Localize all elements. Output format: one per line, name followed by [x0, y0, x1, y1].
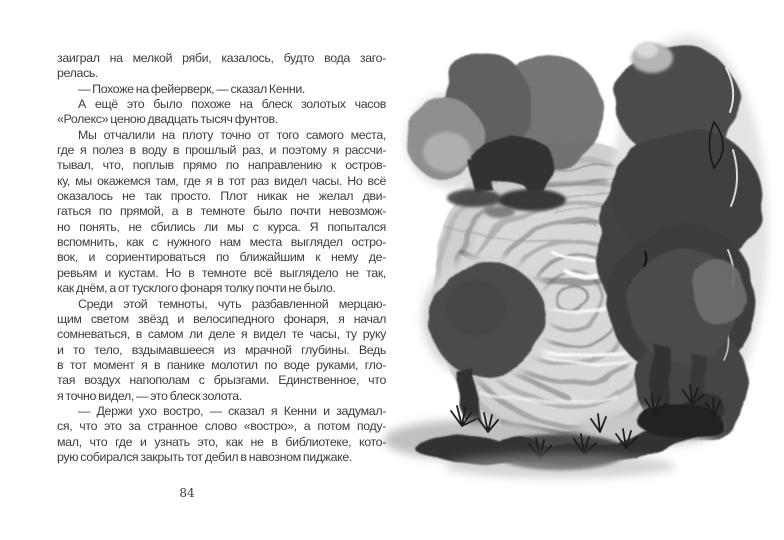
text-line: ку, мы окажемся там, где я в тот раз видел часы. Но всё: [57, 173, 386, 188]
text-line: вок, и сориентироваться по ближайшим к нему де-: [57, 250, 386, 265]
text-line: — Держи ухо востро, — сказал я Кенни и задумал-: [78, 403, 386, 418]
text-line: оказалось не так просто. Плот никак не желал дви-: [57, 189, 386, 204]
text-line: щим светом звёзд и велосипедного фонаря, я начал: [57, 311, 386, 326]
text-line: в тот момент я в панике молотил по воде руками, гло-: [57, 357, 386, 372]
text-block: [57, 51, 386, 465]
text-line: и то тело, вздымавшееся из мрачной глубины. Ведь: [57, 342, 386, 357]
text-line: ревьям и кустам. Но в темноте всё выглядело не так,: [57, 265, 386, 280]
text-line: «Ролекс» ценою двадцать тысяч фунтов.: [57, 112, 278, 127]
text-line: ся, что это за странное слово «востро», а потом поду-: [57, 419, 386, 434]
text-line: но понять, не сбились ли мы с курса. Я попытался: [57, 219, 386, 234]
text-line: мал, что где и узнать это, как не в библиотеке, кото-: [57, 434, 386, 449]
text-line: — Похоже на фейерверк, — сказал Кенни.: [78, 81, 305, 96]
text-line: я точно видел, — это блеск золота.: [57, 388, 242, 403]
text-line: Среди этой темноты, чуть разбавленной мерцаю-: [78, 296, 386, 311]
text-line: тая воздух напополам с брызгами. Единственное, что: [57, 373, 386, 388]
text-line: тывал, что, поплыв прямо по направлению к остров-: [57, 158, 386, 173]
text-line: рую собирался закрыть тот дебил в навозном пиджаке.: [57, 449, 353, 464]
text-line: релась.: [57, 66, 99, 81]
text-line: заиграл на мелкой ряби, казалось, будто вода заго-: [57, 51, 386, 65]
text-line: гаться по прямой, а в темноте было почти невозмож-: [57, 204, 386, 219]
text-line: как днём, а от тусклого фонаря толку почти не было.: [57, 281, 336, 296]
text-line: сомневаться, в самом ли деле я видел те часы, ту руку: [57, 327, 386, 342]
page-number: 84: [179, 486, 195, 500]
text-line: Мы отчалили на плоту точно от того самого места,: [78, 127, 386, 142]
text-line: где я полез в воду в прошлый раз, и поэтому я рассчи-: [57, 143, 386, 158]
text-line: А ещё это было похоже на блеск золотых часов: [78, 97, 386, 112]
text-line: вспомнить, как с нужного нам места выглядел остро-: [57, 235, 386, 250]
